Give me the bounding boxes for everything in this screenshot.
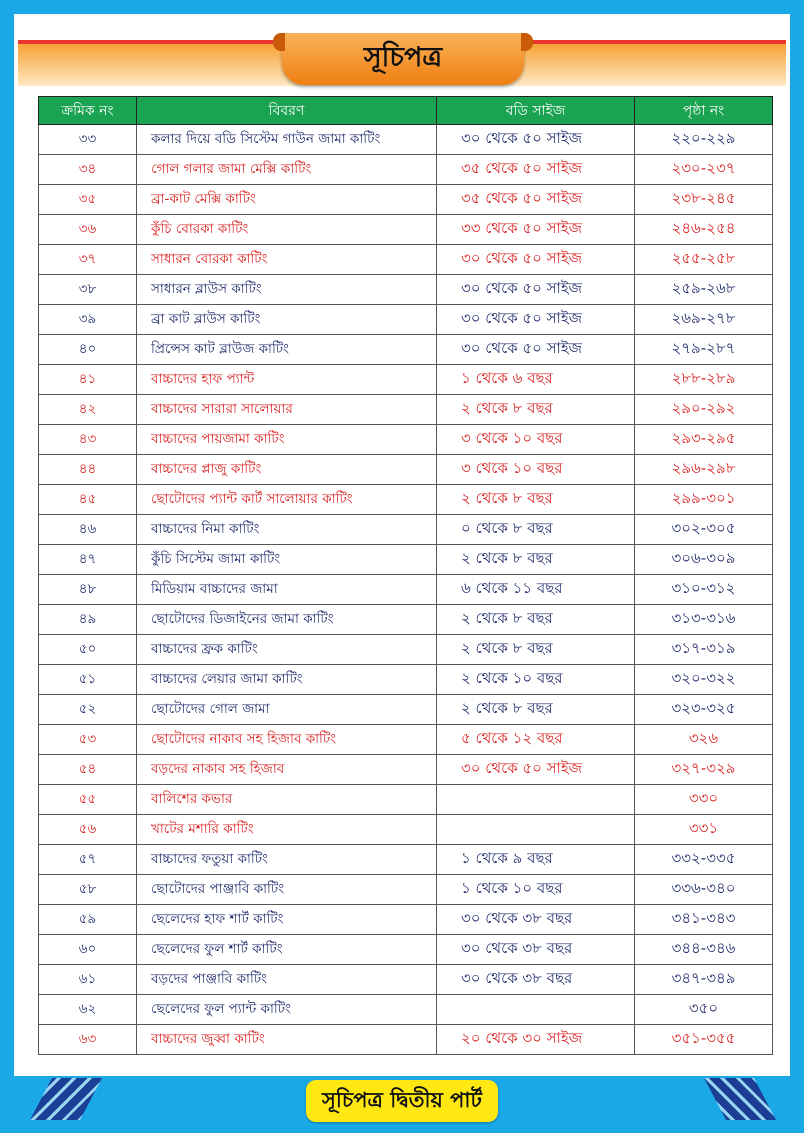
page-cell: ৩৩০ — [635, 785, 773, 815]
description-cell: খাটের মশারি কাটিং — [137, 815, 437, 845]
serial-cell: ৩৬ — [39, 215, 137, 245]
size-cell — [437, 785, 635, 815]
serial-cell: ৩৪ — [39, 155, 137, 185]
serial-cell: ৪২ — [39, 395, 137, 425]
description-cell: প্রিন্সেস কাট ব্লাউজ কাটিং — [137, 335, 437, 365]
page-cell: ৩৩২-৩৩৫ — [635, 845, 773, 875]
serial-cell: ৪৩ — [39, 425, 137, 455]
size-cell: ২ থেকে ৮ বছর — [437, 395, 635, 425]
description-cell: বাচ্চাদের ফ্রক কাটিং — [137, 635, 437, 665]
page-cell: ৩২৩-৩২৫ — [635, 695, 773, 725]
page-cell: ২৯০-২৯২ — [635, 395, 773, 425]
page-cell: ৩৪৪-৩৪৬ — [635, 935, 773, 965]
table-row — [39, 845, 773, 875]
title-banner — [282, 33, 524, 85]
serial-cell: ৪৭ — [39, 545, 137, 575]
size-cell: ৩ থেকে ১০ বছর — [437, 425, 635, 455]
page-cell: ২৭৯-২৮৭ — [635, 335, 773, 365]
table-row — [39, 815, 773, 845]
contents-table — [38, 96, 773, 1055]
size-cell: ৩০ থেকে ৫০ সাইজ — [437, 275, 635, 305]
page-cell: ৩৫০ — [635, 995, 773, 1025]
size-cell: ১ থেকে ৬ বছর — [437, 365, 635, 395]
page-cell: ২৬৯-২৭৮ — [635, 305, 773, 335]
serial-cell: ৫৭ — [39, 845, 137, 875]
serial-cell: ৫৮ — [39, 875, 137, 905]
serial-cell: ৩৭ — [39, 245, 137, 275]
footer-title: সূচিপত্র দ্বিতীয় পার্ট — [322, 1087, 482, 1112]
table-row — [39, 935, 773, 965]
page-cell: ৩০২-৩০৫ — [635, 515, 773, 545]
description-cell: বালিশের কভার — [137, 785, 437, 815]
serial-cell: ৩৩ — [39, 125, 137, 155]
page-cell: ৩২৭-৩২৯ — [635, 755, 773, 785]
description-cell: ব্রা কাট ব্লাউস কাটিং — [137, 305, 437, 335]
serial-cell: ৪৮ — [39, 575, 137, 605]
size-cell: ৩৫ থেকে ৫০ সাইজ — [437, 185, 635, 215]
size-cell: ১ থেকে ৯ বছর — [437, 845, 635, 875]
table-row — [39, 185, 773, 215]
table-row — [39, 395, 773, 425]
description-cell: ছেলেদের হাফ শার্ট কাটিং — [137, 905, 437, 935]
description-cell: ছেলেদের ফুল প্যান্ট কাটিং — [137, 995, 437, 1025]
serial-cell: ৫২ — [39, 695, 137, 725]
description-cell: বাচ্চাদের পায়জামা কাটিং — [137, 425, 437, 455]
page-cell: ৩৩১ — [635, 815, 773, 845]
table-row — [39, 545, 773, 575]
size-cell: ৩০ থেকে ৫০ সাইজ — [437, 245, 635, 275]
page-cell: ২৩৮-২৪৫ — [635, 185, 773, 215]
page-cell: ৩২৬ — [635, 725, 773, 755]
description-cell: বাচ্চাদের জুব্বা কাটিং — [137, 1025, 437, 1055]
table-row — [39, 125, 773, 155]
description-cell: বাচ্চাদের সারারা সালোয়ার — [137, 395, 437, 425]
table-row — [39, 515, 773, 545]
page-cell: ৩০৬-৩০৯ — [635, 545, 773, 575]
page-cell: ৩৫১-৩৫৫ — [635, 1025, 773, 1055]
description-cell: বড়দের নাকাব সহ হিজাব — [137, 755, 437, 785]
table-row — [39, 605, 773, 635]
description-cell: ছেলেদের ফুল শার্ট কাটিং — [137, 935, 437, 965]
size-cell: ৩০ থেকে ৫০ সাইজ — [437, 755, 635, 785]
table-header-row — [39, 97, 773, 125]
table-row — [39, 575, 773, 605]
table-row — [39, 995, 773, 1025]
serial-cell: ৬২ — [39, 995, 137, 1025]
size-cell: ০ থেকে ৮ বছর — [437, 515, 635, 545]
page-cell: ২৫৫-২৫৮ — [635, 245, 773, 275]
table-row — [39, 695, 773, 725]
size-cell: ৩ থেকে ১০ বছর — [437, 455, 635, 485]
serial-cell: ৪০ — [39, 335, 137, 365]
size-cell: ১ থেকে ১০ বছর — [437, 875, 635, 905]
description-cell: ছোটোদের গোল জামা — [137, 695, 437, 725]
description-cell: ছোটোদের নাকাব সহ হিজাব কাটিং — [137, 725, 437, 755]
header-serial: ক্রমিক নং — [39, 97, 137, 125]
description-cell: কলার দিয়ে বডি সিস্টেম গাউন জামা কাটিং — [137, 125, 437, 155]
page-cell: ৩৪১-৩৪৩ — [635, 905, 773, 935]
header-size: বডি সাইজ — [437, 97, 635, 125]
size-cell: ৩০ থেকে ৫০ সাইজ — [437, 125, 635, 155]
description-cell: বাচ্চাদের ফতুয়া কাটিং — [137, 845, 437, 875]
table-row — [39, 245, 773, 275]
description-cell: গোল গলার জামা মেক্সি কাটিং — [137, 155, 437, 185]
size-cell: ৫ থেকে ১২ বছর — [437, 725, 635, 755]
footer-banner — [306, 1080, 498, 1122]
serial-cell: ৬১ — [39, 965, 137, 995]
page-cell: ৩৪৭-৩৪৯ — [635, 965, 773, 995]
table-row — [39, 365, 773, 395]
size-cell: ৩৫ থেকে ৫০ সাইজ — [437, 155, 635, 185]
page-cell: ২৯৯-৩০১ — [635, 485, 773, 515]
size-cell: ৩৩ থেকে ৫০ সাইজ — [437, 215, 635, 245]
description-cell: কুঁচি বোরকা কাটিং — [137, 215, 437, 245]
description-cell: ছোটোদের ডিজাইনের জামা কাটিং — [137, 605, 437, 635]
description-cell: সাধারন বোরকা কাটিং — [137, 245, 437, 275]
page-cell: ২৯৬-২৯৮ — [635, 455, 773, 485]
description-cell: মিডিয়াম বাচ্চাদের জামা — [137, 575, 437, 605]
serial-cell: ৫৫ — [39, 785, 137, 815]
table-row — [39, 965, 773, 995]
page-cell: ৩১৩-৩১৬ — [635, 605, 773, 635]
page-cell: ২৮৮-২৮৯ — [635, 365, 773, 395]
table-row — [39, 335, 773, 365]
size-cell — [437, 995, 635, 1025]
serial-cell: ৫১ — [39, 665, 137, 695]
serial-cell: ৩৮ — [39, 275, 137, 305]
table-row — [39, 755, 773, 785]
size-cell: ৬ থেকে ১১ বছর — [437, 575, 635, 605]
size-cell: ২ থেকে ৮ বছর — [437, 695, 635, 725]
serial-cell: ৩৯ — [39, 305, 137, 335]
description-cell: বাচ্চাদের লেয়ার জামা কাটিং — [137, 665, 437, 695]
serial-cell: ৩৫ — [39, 185, 137, 215]
serial-cell: ৫৪ — [39, 755, 137, 785]
page-cell: ৩২০-৩২২ — [635, 665, 773, 695]
size-cell: ৩০ থেকে ৩৮ বছর — [437, 965, 635, 995]
page-title: সূচিপত্র — [363, 41, 443, 73]
serial-cell: ৪৬ — [39, 515, 137, 545]
table-row — [39, 155, 773, 185]
page-cell: ৩১০-৩১২ — [635, 575, 773, 605]
description-cell: বাচ্চাদের নিমা কাটিং — [137, 515, 437, 545]
table-row — [39, 455, 773, 485]
page-cell: ৩৩৬-৩৪০ — [635, 875, 773, 905]
size-cell: ২ থেকে ১০ বছর — [437, 665, 635, 695]
serial-cell: ৫৩ — [39, 725, 137, 755]
serial-cell: ৫৯ — [39, 905, 137, 935]
page-cell: ২৯৩-২৯৫ — [635, 425, 773, 455]
description-cell: ছোটোদের প্যান্ট কার্ট সালোয়ার কাটিং — [137, 485, 437, 515]
serial-cell: ৪৪ — [39, 455, 137, 485]
page-cell: ২৫৯-২৬৮ — [635, 275, 773, 305]
size-cell: ২ থেকে ৮ বছর — [437, 635, 635, 665]
description-cell: বাচ্চাদের হাফ প্যান্ট — [137, 365, 437, 395]
table-row — [39, 425, 773, 455]
size-cell: ২০ থেকে ৩০ সাইজ — [437, 1025, 635, 1055]
table-row — [39, 875, 773, 905]
table-row — [39, 275, 773, 305]
page-cell: ২৩০-২৩৭ — [635, 155, 773, 185]
serial-cell: ৪৫ — [39, 485, 137, 515]
size-cell: ৩০ থেকে ৫০ সাইজ — [437, 305, 635, 335]
table-row — [39, 635, 773, 665]
size-cell: ৩০ থেকে ৩৮ বছর — [437, 905, 635, 935]
size-cell — [437, 815, 635, 845]
size-cell: ৩০ থেকে ৫০ সাইজ — [437, 335, 635, 365]
table-row — [39, 725, 773, 755]
table-row — [39, 1025, 773, 1055]
page-cell: ৩১৭-৩১৯ — [635, 635, 773, 665]
description-cell: বাচ্চাদের প্লাজু কাটিং — [137, 455, 437, 485]
serial-cell: ৫০ — [39, 635, 137, 665]
table-row — [39, 665, 773, 695]
table-row — [39, 785, 773, 815]
serial-cell: ৬৩ — [39, 1025, 137, 1055]
description-cell: ছোটোদের পাঞ্জাবি কাটিং — [137, 875, 437, 905]
size-cell: ২ থেকে ৮ বছর — [437, 605, 635, 635]
table-row — [39, 215, 773, 245]
header-description: বিবরণ — [137, 97, 437, 125]
description-cell: সাধারন ব্লাউস কাটিং — [137, 275, 437, 305]
size-cell: ২ থেকে ৮ বছর — [437, 545, 635, 575]
serial-cell: ৫৬ — [39, 815, 137, 845]
description-cell: বড়দের পাঞ্জাবি কাটিং — [137, 965, 437, 995]
serial-cell: ৪১ — [39, 365, 137, 395]
table-row — [39, 305, 773, 335]
serial-cell: ৪৯ — [39, 605, 137, 635]
table-row — [39, 485, 773, 515]
size-cell: ২ থেকে ৮ বছর — [437, 485, 635, 515]
description-cell: কুঁচি সিস্টেম জামা কাটিং — [137, 545, 437, 575]
description-cell: ব্রা-কাট মেক্সি কাটিং — [137, 185, 437, 215]
table-row — [39, 905, 773, 935]
header-page: পৃষ্ঠা নং — [635, 97, 773, 125]
serial-cell: ৬০ — [39, 935, 137, 965]
size-cell: ৩০ থেকে ৩৮ বছর — [437, 935, 635, 965]
banner-curl-left — [273, 33, 285, 51]
page-cell: ২২০-২২৯ — [635, 125, 773, 155]
page-cell: ২৪৬-২৫৪ — [635, 215, 773, 245]
